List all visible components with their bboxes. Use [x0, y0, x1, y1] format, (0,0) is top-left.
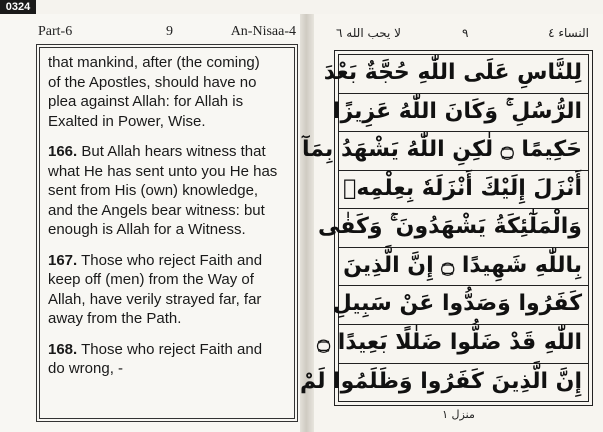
text-line: Exalted in Power, Wise. — [48, 112, 206, 130]
surah-label: An-Nisaa-4 — [230, 24, 296, 39]
text-line: Those who reject Faith and — [77, 251, 263, 269]
arabic-frame — [299, 50, 593, 406]
text-line: that mankind, after (the coming) — [48, 54, 260, 71]
arabic-line: الرُّسُلِ ۚ وَكَانَ اللّٰهُ عَزِيزًا — [339, 94, 588, 133]
left-page-header — [38, 24, 296, 44]
verse-number: 166. — [48, 143, 78, 160]
text-line: Those who reject Faith and — [77, 340, 263, 358]
arabic-line: بِاللّٰهِ شَهِيدًا ۝ إِنَّ الَّذِينَ — [339, 248, 588, 287]
translation-frame — [36, 44, 298, 422]
text-line: plea against Allah: for Allah is — [48, 93, 244, 110]
arabic-line: اللّٰهِ قَدْ ضَلُّوا ضَلٰلًا بَعِيدًا ۝ — [339, 325, 588, 364]
manzil-footer: منزل ١ — [442, 408, 475, 421]
text-line: do wrong, - — [48, 360, 124, 377]
text-line: enough is Allah for a Witness. — [48, 221, 246, 238]
text-line: Allah, have verily strayed far, far — [48, 290, 262, 308]
surah-name-arabic: النساء ٤ — [548, 26, 589, 40]
right-page-number: ٩ — [462, 26, 469, 40]
text-line: of the Apostles, should have no — [48, 73, 257, 91]
part-label: Part-6 — [38, 24, 73, 39]
translation-paragraph — [48, 340, 288, 379]
left-page-number: 9 — [166, 24, 173, 39]
arabic-line: وَالْمَلٰٓئِكَةُ يَشْهَدُونَ ۚ وَكَفٰى — [339, 209, 588, 248]
translation-text — [39, 47, 295, 419]
translation-paragraph — [48, 251, 288, 329]
scan-number-badge: 0324 — [0, 0, 36, 14]
arabic-line: حَكِيمًا ۝ لٰكِنِ اللّٰهُ يَشْهَدُ بِمَآ — [339, 132, 588, 171]
translation-paragraph — [48, 142, 288, 240]
text-line: and the Angels bear witness: but — [48, 201, 265, 219]
arabic-text — [299, 54, 589, 402]
text-line: what He has sent unto you He has — [48, 162, 278, 180]
left-page — [0, 14, 300, 432]
juz-label: لا يحب الله ٦ — [336, 26, 402, 40]
text-line: sent from His (own) knowledge, — [48, 182, 259, 199]
verse-number: 168. — [48, 340, 78, 358]
text-line: away from the Path. — [48, 310, 182, 327]
text-line: But Allah hears witness that — [77, 143, 266, 160]
translation-paragraph — [48, 53, 288, 131]
arabic-line: إِنَّ الَّذِينَ كَفَرُوا وَظَلَمُوا لَمْ — [299, 368, 582, 394]
text-line: keep off (men) from the Way of — [48, 271, 254, 288]
right-page-header — [336, 26, 589, 46]
arabic-line: كَفَرُوا وَصَدُّوا عَنْ سَبِيلِ — [339, 286, 588, 325]
verse-number: 167. — [48, 251, 78, 269]
arabic-line: أَنْزَلَ إِلَيْكَ أَنْزَلَهٗ بِعِلْمِهٖ — [339, 171, 588, 210]
right-page — [299, 14, 603, 432]
arabic-line: لِلنَّاسِ عَلَى اللّٰهِ حُجَّةٌ بَعْدَ — [339, 55, 588, 94]
